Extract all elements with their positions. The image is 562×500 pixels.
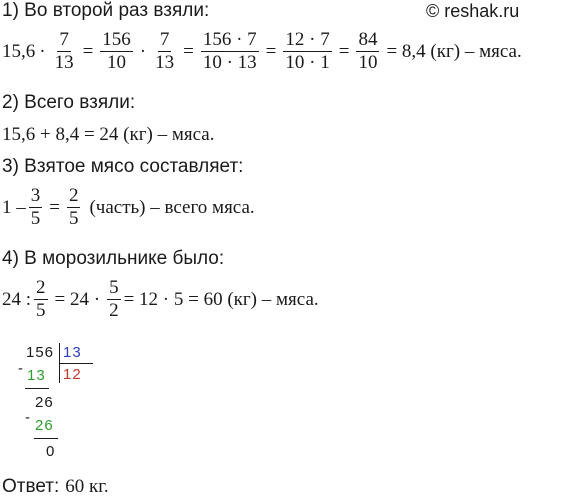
step3-equation [2, 186, 255, 229]
numerator: 84 [358, 29, 378, 50]
division-vertical-line [59, 343, 60, 383]
numerator: 7 [59, 29, 69, 50]
answer-label: Ответ: [2, 476, 60, 497]
step2-expression: 15,6 + 8,4 = 24 (кг) – мяса. [2, 124, 215, 145]
denominator: 13 [155, 52, 175, 73]
step1-frac4 [201, 30, 259, 73]
numerator: 2 [68, 185, 79, 206]
equals: = [49, 196, 60, 218]
numerator: 156 [102, 29, 131, 50]
equals: = [82, 40, 94, 62]
equals: = [183, 40, 194, 62]
step3-heading: 3) Взятое мясо составляет: [2, 156, 244, 177]
step3-term-a: 1 – [2, 196, 26, 218]
step1-frac3 [153, 30, 176, 73]
step1-tail: = 8,4 (кг) – мяса. [386, 40, 522, 62]
step3-tail: (часть) – всего мяса. [89, 196, 255, 218]
step1-frac1 [53, 30, 76, 73]
step2-heading: 2) Всего взяли: [2, 92, 136, 113]
step1-term-a: 15,6 [2, 40, 36, 62]
denominator: 2 [109, 300, 119, 321]
step4-heading: 4) В морозильнике было: [2, 248, 225, 269]
step4-frac1 [34, 278, 48, 321]
step4-tail: = 12 · 5 = 60 (кг) – мяса. [123, 288, 319, 310]
numerator: 5 [109, 277, 119, 298]
equals: = [338, 40, 350, 62]
division-quotient: 12 [63, 366, 82, 383]
minus-sign: - [18, 360, 24, 377]
division-divisor: 13 [63, 344, 82, 361]
step4-frac2 [107, 278, 121, 321]
division-remainder-2: 0 [46, 443, 56, 460]
step1-frac6 [356, 30, 379, 73]
division-underline-1 [25, 388, 49, 389]
denominator: 10 · 13 [202, 52, 257, 73]
division-subtrahend-1: 13 [27, 367, 46, 384]
numerator: 3 [30, 185, 41, 206]
division-remainder-1: 26 [35, 394, 54, 411]
step1-frac2 [100, 30, 133, 73]
step4-term-b: = 24 · [54, 288, 101, 310]
denominator: 10 [107, 52, 127, 73]
denominator: 5 [30, 208, 41, 229]
step3-frac2 [67, 186, 81, 229]
division-underline-2 [34, 438, 58, 439]
numerator: 12 · 7 [285, 29, 330, 50]
equals: = [265, 40, 277, 62]
step4-equation [2, 278, 319, 321]
denominator: 5 [68, 208, 79, 229]
answer-value: 60 кг. [65, 476, 109, 497]
denominator: 10 [358, 52, 378, 73]
denominator: 13 [54, 52, 74, 73]
denominator: 10 · 1 [285, 52, 330, 73]
division-subtrahend-2: 26 [35, 417, 54, 434]
step4-term-a: 24 : [2, 288, 32, 310]
mult-dot: · [39, 40, 46, 62]
step1-frac5 [283, 30, 331, 73]
mult-dot: · [139, 40, 147, 62]
numerator: 2 [36, 277, 46, 298]
division-horizontal-line [59, 363, 93, 364]
watermark: © reshak.ru [426, 1, 520, 21]
division-dividend: 156 [26, 344, 55, 361]
numerator: 7 [159, 29, 170, 50]
step1-heading: 1) Во второй раз взяли: [2, 0, 210, 21]
step3-frac1 [29, 186, 43, 229]
numerator: 156 · 7 [202, 29, 257, 50]
minus-sign: - [25, 409, 31, 426]
step1-equation [2, 30, 522, 73]
answer [2, 476, 109, 498]
denominator: 5 [36, 300, 46, 321]
